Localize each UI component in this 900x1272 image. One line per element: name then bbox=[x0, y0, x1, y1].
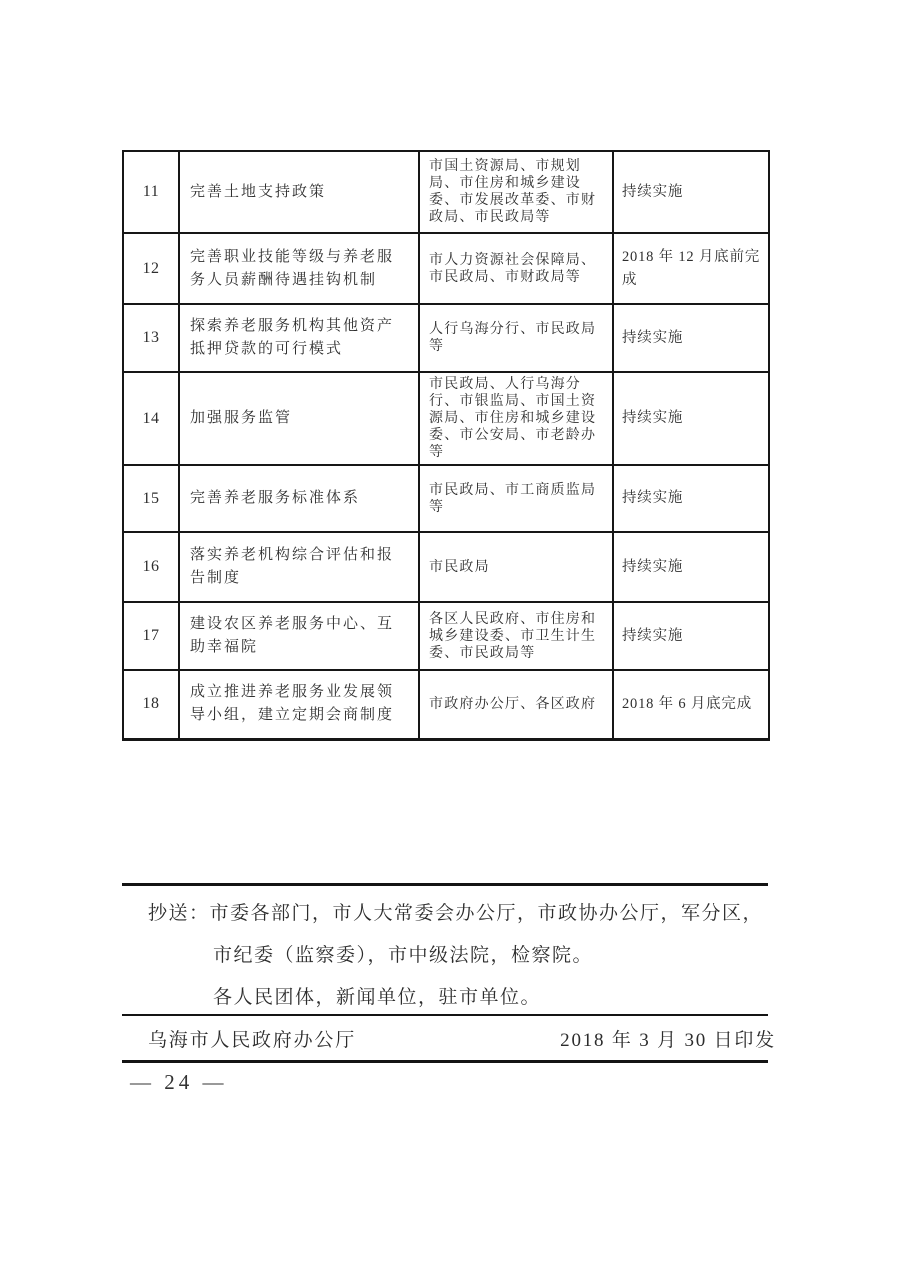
timeline-cell: 持续实施 bbox=[613, 151, 769, 233]
row-number-cell: 14 bbox=[123, 372, 179, 465]
task-cell: 加强服务监管 bbox=[179, 372, 419, 465]
row-number-cell: 18 bbox=[123, 670, 179, 739]
task-cell: 落实养老机构综合评估和报告制度 bbox=[179, 532, 419, 602]
task-cell: 成立推进养老服务业发展领导小组，建立定期会商制度 bbox=[179, 670, 419, 739]
table-row bbox=[123, 602, 769, 670]
row-number-cell: 17 bbox=[123, 602, 179, 670]
task-cell: 建设农区养老服务中心、互助幸福院 bbox=[179, 602, 419, 670]
task-cell: 完善职业技能等级与养老服务人员薪酬待遇挂钩机制 bbox=[179, 233, 419, 304]
table-row bbox=[123, 151, 769, 233]
row-number-cell: 11 bbox=[123, 151, 179, 233]
row-number-cell: 15 bbox=[123, 465, 179, 532]
task-cell: 完善土地支持政策 bbox=[179, 151, 419, 233]
issuer-row bbox=[148, 1025, 776, 1052]
issuer-name: 乌海市人民政府办公厅 bbox=[148, 1030, 357, 1051]
row-number-cell: 13 bbox=[123, 304, 179, 372]
task-cell: 完善养老服务标准体系 bbox=[179, 465, 419, 532]
departments-cell: 市民政局、人行乌海分行、市银监局、市国土资源局、市住房和城乡建设委、市公安局、市老龄办等 bbox=[419, 372, 613, 465]
timeline-cell: 持续实施 bbox=[613, 532, 769, 602]
table-row bbox=[123, 465, 769, 532]
departments-cell: 市人力资源社会保障局、市民政局、市财政局等 bbox=[419, 233, 613, 304]
print-date: 2018 年 3 月 30 日印发 bbox=[560, 1030, 776, 1051]
departments-cell: 市民政局、市工商质监局等 bbox=[419, 465, 613, 532]
table-row bbox=[123, 233, 769, 304]
timeline-cell: 2018 年 12 月底前完成 bbox=[613, 233, 769, 304]
cc-line-1: 抄送：市委各部门，市人大常委会办公厅，市政协办公厅，军分区， bbox=[148, 903, 764, 924]
cc-line-3: 各人民团体，新闻单位，驻市单位。 bbox=[213, 987, 542, 1008]
cc-top-divider bbox=[122, 883, 768, 886]
table-row bbox=[123, 372, 769, 465]
timeline-cell: 2018 年 6 月底完成 bbox=[613, 670, 769, 739]
timeline-cell: 持续实施 bbox=[613, 372, 769, 465]
timeline-cell: 持续实施 bbox=[613, 602, 769, 670]
issuer-bottom-divider bbox=[122, 1060, 768, 1063]
issuer-top-divider bbox=[122, 1014, 768, 1016]
departments-cell: 市民政局 bbox=[419, 532, 613, 602]
departments-cell: 市政府办公厅、各区政府 bbox=[419, 670, 613, 739]
row-number-cell: 12 bbox=[123, 233, 179, 304]
departments-cell: 人行乌海分行、市民政局等 bbox=[419, 304, 613, 372]
departments-cell: 各区人民政府、市住房和城乡建设委、市卫生计生委、市民政局等 bbox=[419, 602, 613, 670]
row-number-cell: 16 bbox=[123, 532, 179, 602]
timeline-cell: 持续实施 bbox=[613, 465, 769, 532]
task-table bbox=[122, 150, 770, 741]
table-row bbox=[123, 532, 769, 602]
cc-line-2: 市纪委（监察委），市中级法院，检察院。 bbox=[213, 945, 594, 966]
task-cell: 探索养老服务机构其他资产抵押贷款的可行模式 bbox=[179, 304, 419, 372]
timeline-cell: 持续实施 bbox=[613, 304, 769, 372]
departments-cell: 市国土资源局、市规划局、市住房和城乡建设委、市发展改革委、市财政局、市民政局等 bbox=[419, 151, 613, 233]
page-number: — 24 — bbox=[130, 1070, 228, 1094]
table-row bbox=[123, 670, 769, 739]
table-row bbox=[123, 304, 769, 372]
